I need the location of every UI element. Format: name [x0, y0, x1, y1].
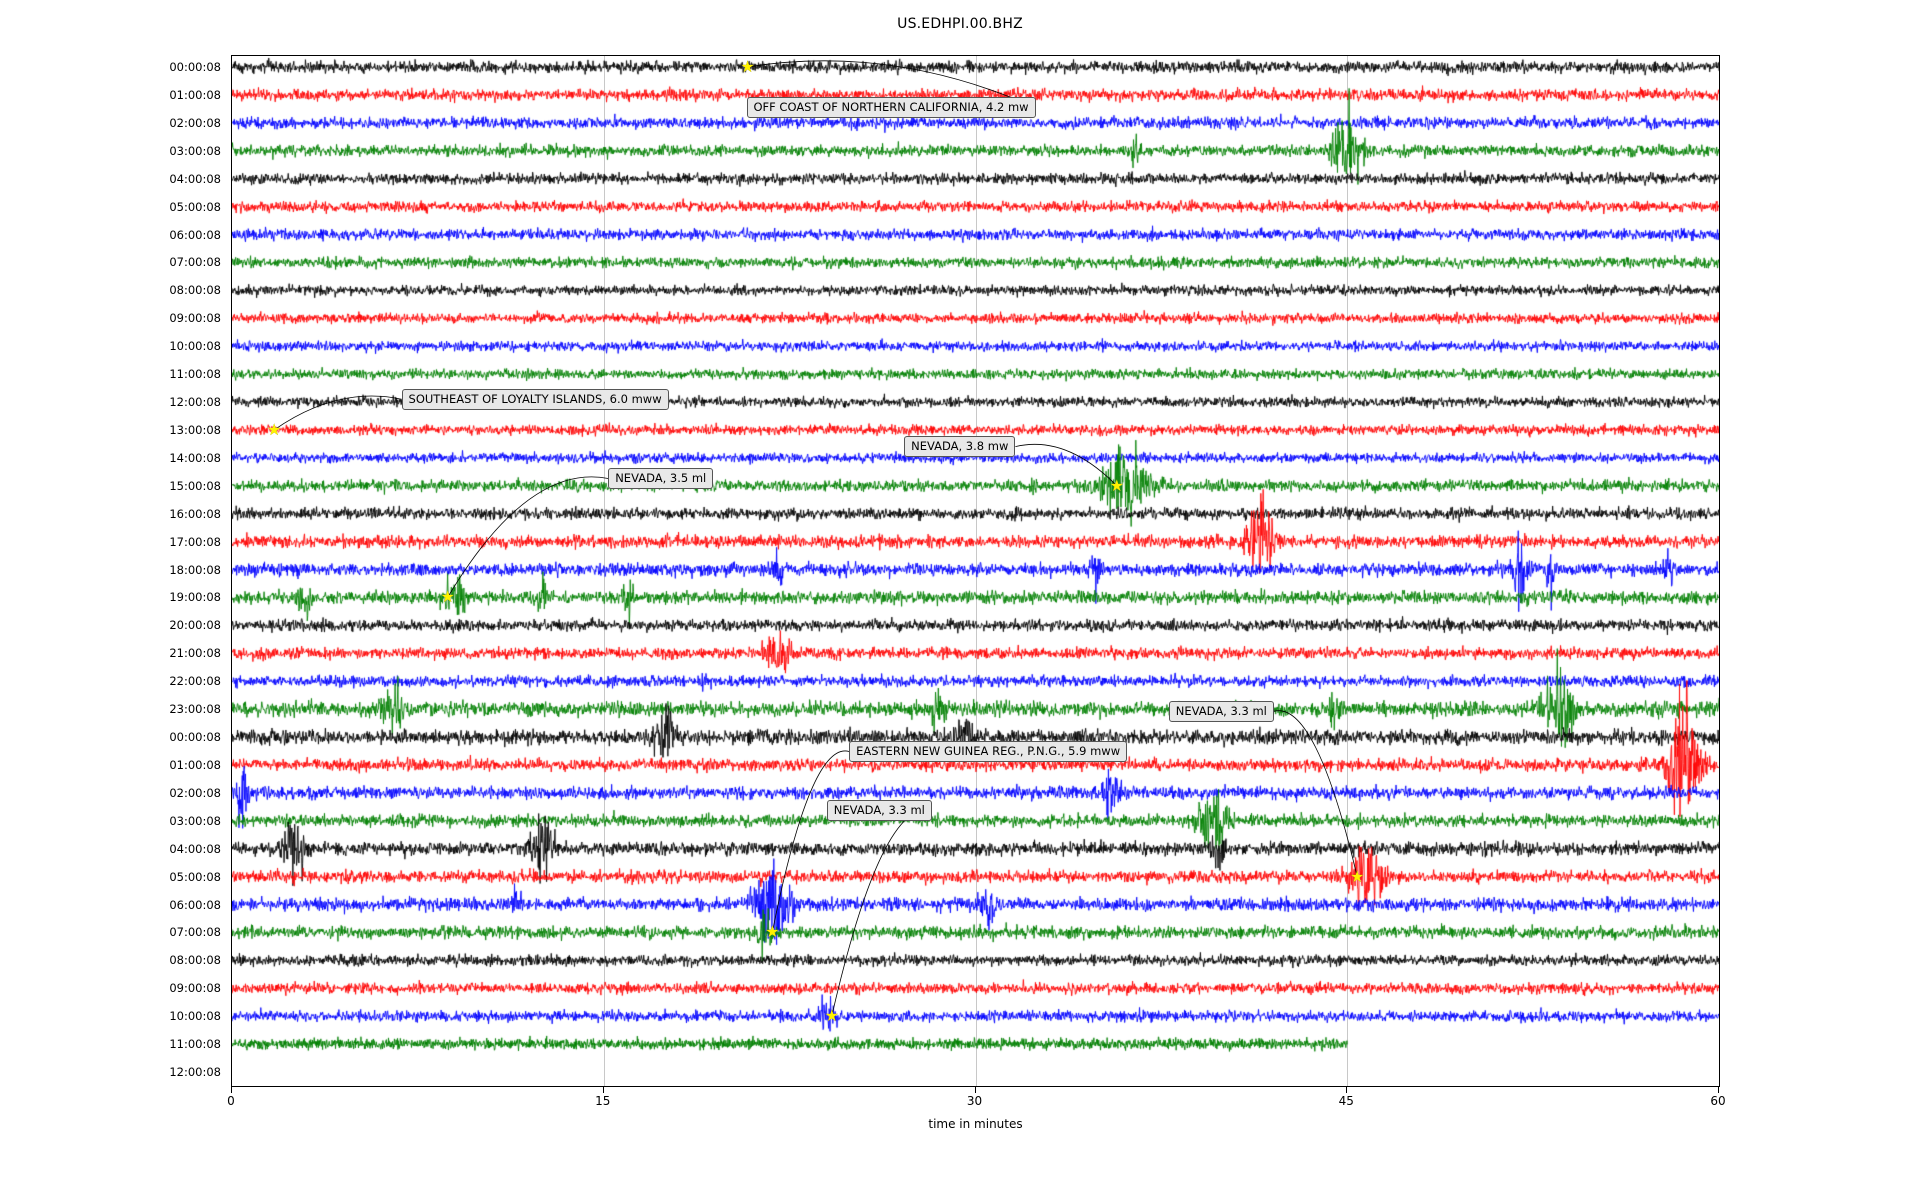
y-tick-label: 21:00:08 [169, 646, 221, 661]
x-tick-label: 45 [1338, 1094, 1354, 1108]
y-tick-label: 03:00:08 [169, 813, 221, 828]
y-tick-label: 02:00:08 [169, 115, 221, 130]
y-tick-label: 06:00:08 [169, 897, 221, 912]
x-tick [1346, 1087, 1347, 1093]
y-tick-label: 06:00:08 [169, 227, 221, 242]
x-tick-label: 30 [966, 1094, 983, 1108]
y-tick-label: 12:00:08 [169, 395, 221, 409]
y-tick-label: 07:00:08 [169, 925, 221, 940]
y-tick-label: 02:00:08 [169, 785, 221, 800]
star-icon: ★ [824, 1006, 839, 1026]
y-tick-label: 00:00:08 [169, 730, 221, 744]
y-tick-label: 14:00:08 [169, 450, 221, 465]
y-tick-label: 17:00:08 [169, 534, 221, 549]
y-tick-label: 18:00:08 [169, 562, 221, 577]
y-tick-label: 07:00:08 [169, 255, 221, 270]
y-tick-label: 09:00:08 [169, 311, 221, 326]
y-tick-label: 11:00:08 [169, 367, 221, 382]
star-icon: ★ [266, 419, 282, 439]
plot-area [231, 55, 1720, 1087]
y-tick-label: 10:00:08 [169, 339, 221, 354]
y-tick-label: 22:00:08 [169, 674, 221, 689]
event-label[interactable]: OFF COAST OF NORTHERN CALIFORNIA, 4.2 mw [747, 97, 1036, 118]
x-tick [975, 1087, 976, 1093]
event-label[interactable]: NEVADA, 3.5 ml [608, 468, 713, 489]
y-tick-label: 04:00:08 [169, 841, 221, 856]
y-tick-label: 08:00:08 [169, 283, 221, 298]
y-tick-label: 20:00:08 [169, 618, 221, 633]
y-tick-label: 23:00:08 [169, 702, 221, 717]
star-icon: ★ [1349, 866, 1365, 886]
x-tick [603, 1087, 604, 1093]
page-title: US.EDHPI.00.BHZ [897, 16, 1023, 32]
y-tick-label: 01:00:08 [169, 757, 221, 772]
event-label[interactable]: NEVADA, 3.3 ml [1169, 701, 1274, 722]
x-tick-label: 60 [1710, 1094, 1726, 1108]
y-tick-label: 04:00:08 [169, 171, 221, 186]
x-axis [227, 1087, 1726, 1117]
y-tick-label: 05:00:08 [169, 199, 221, 214]
y-tick-label: 09:00:08 [169, 981, 221, 996]
y-tick-label: 08:00:08 [169, 953, 221, 968]
star-icon: ★ [440, 587, 455, 607]
y-tick-label: 16:00:08 [169, 506, 221, 521]
seismogram-traces [232, 56, 1719, 1086]
event-label[interactable]: NEVADA, 3.8 mw [904, 436, 1015, 457]
y-tick-label: 03:00:08 [169, 143, 221, 158]
y-tick-label: 01:00:08 [169, 87, 221, 102]
x-tick [1718, 1087, 1719, 1093]
star-icon: ★ [740, 57, 755, 76]
y-tick-label: 00:00:08 [169, 60, 221, 74]
star-icon: ★ [1109, 475, 1124, 495]
star-icon: ★ [765, 922, 780, 942]
y-tick-label: 05:00:08 [169, 869, 221, 884]
y-axis-tick-labels [0, 55, 231, 1087]
trace-canvas-wrap [232, 56, 1719, 1086]
y-tick-label: 13:00:08 [169, 422, 221, 437]
y-tick-label: 10:00:08 [169, 1009, 221, 1024]
event-label[interactable]: EASTERN NEW GUINEA REG., P.N.G., 5.9 mww [849, 741, 1127, 762]
y-tick-label: 12:00:08 [169, 1065, 221, 1079]
y-tick-label: 15:00:08 [169, 478, 221, 493]
x-axis-label: time in minutes [928, 1117, 1023, 1131]
y-tick-label: 11:00:08 [169, 1037, 221, 1052]
event-label[interactable]: SOUTHEAST OF LOYALTY ISLANDS, 6.0 mww [402, 389, 669, 410]
x-tick-label: 15 [595, 1094, 611, 1108]
y-tick-label: 19:00:08 [169, 590, 221, 605]
event-label[interactable]: NEVADA, 3.3 ml [827, 800, 932, 821]
x-tick [231, 1087, 232, 1093]
x-tick-label: 0 [227, 1094, 235, 1108]
